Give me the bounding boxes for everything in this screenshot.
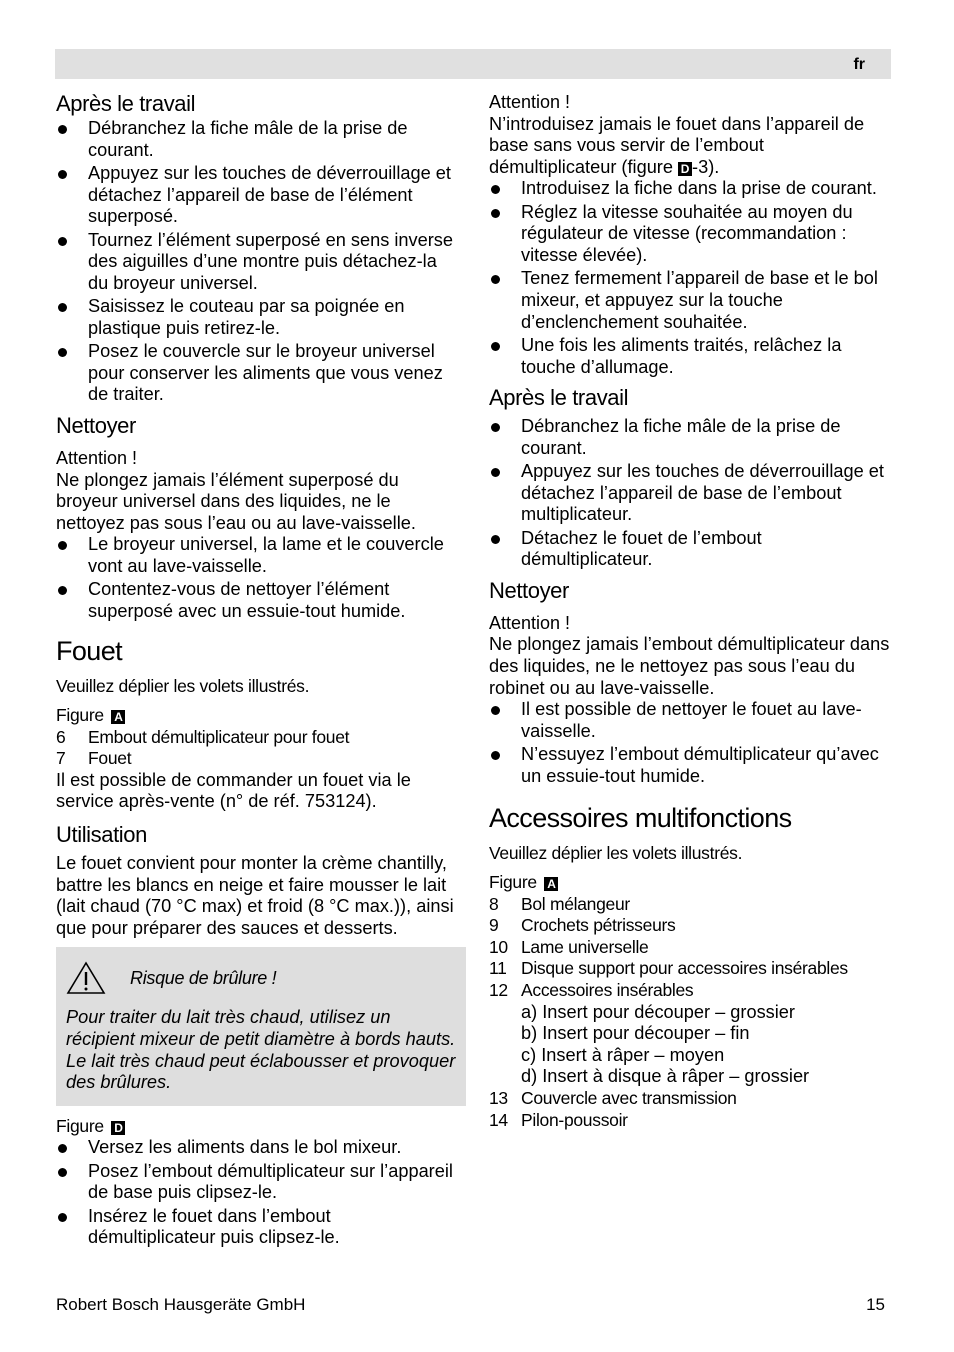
figure-a-icon: A	[111, 710, 125, 724]
part-number: 8	[489, 893, 499, 914]
figure-label: Figure	[489, 872, 537, 892]
list-item: Il est possible de nettoyer le fouet au lave-vaisselle.	[489, 699, 893, 742]
part-item	[489, 1110, 893, 1132]
sub-item: b) Insert pour découper – fin	[521, 1023, 750, 1044]
part-label: Embout démultiplicateur pour fouet	[88, 726, 350, 747]
part-label: Couvercle avec transmission	[521, 1087, 737, 1108]
sub-item: c) Insert à râper – moyen	[521, 1044, 725, 1065]
attention-text	[489, 114, 893, 179]
nettoyer-list	[56, 534, 462, 622]
part-item	[489, 958, 893, 980]
list-item: Appuyez sur les touches de déverrouillage et détachez l’appareil de base de l’élément superposé.	[56, 163, 462, 228]
warning-header	[66, 961, 456, 995]
part-label: Fouet	[88, 748, 132, 769]
list-item: Une fois les aliments traités, relâchez la touche d’allumage.	[489, 335, 893, 378]
section-title-fouet: Fouet	[56, 636, 123, 667]
apres-list	[489, 416, 893, 571]
part-number: 9	[489, 915, 499, 936]
attention-label: Attention !	[56, 447, 138, 468]
nettoyer-list	[489, 699, 893, 787]
warning-triangle-icon	[66, 961, 106, 995]
figure-a-icon: A	[544, 877, 558, 891]
acc-lead: Veuillez déplier les volets illustrés.	[489, 843, 743, 864]
section-title-utilisation: Utilisation	[56, 822, 147, 848]
warning-text: Pour traiter du lait très chaud, utilisez un récipient mixeur de petit diamètre à bords hauts. Le lait très chaud peut éclabousser et provoquer des brûlures.	[66, 1007, 456, 1093]
attention-text-part: -3).	[692, 156, 720, 177]
apres-list	[56, 118, 462, 406]
list-item: Versez les aliments dans le bol mixeur.	[56, 1137, 462, 1159]
list-item: Réglez la vitesse souhaitée au moyen du régulateur de vitesse (recommandation : vitesse élevée).	[489, 202, 893, 267]
list-item: Appuyez sur les touches de déverrouillage et détachez l’appareil de base de l’embout multiplicateur.	[489, 461, 893, 526]
language-code: fr	[853, 56, 865, 73]
list-item: Le broyeur universel, la lame et le couvercle vont au lave-vaisselle.	[56, 534, 462, 577]
right-column	[489, 92, 893, 1131]
figure-d-ref	[56, 1116, 462, 1138]
figure-d-list	[56, 1137, 462, 1249]
section-title-accessoires: Accessoires multifonctions	[489, 803, 792, 834]
section-title-apres-le-travail: Après le travail	[489, 385, 629, 411]
warning-title: Risque de brûlure !	[130, 967, 277, 988]
header-bar	[55, 49, 891, 79]
part-label: Disque support pour accessoires insérables	[521, 958, 848, 979]
part-item	[56, 727, 462, 749]
part-item	[489, 894, 893, 916]
left-column	[56, 90, 462, 1251]
part-number: 11	[489, 958, 507, 979]
attention-text-part: N’introduisez jamais le fouet dans l’appareil de base sans vous servir de l’embout démultiplicateur (figure	[489, 113, 865, 177]
list-item: Insérez le fouet dans l’embout démultiplicateur puis clipsez-le.	[56, 1206, 462, 1249]
sub-item: a) Insert pour découper – grossier	[521, 1001, 795, 1022]
list-item: Tenez fermement l’appareil de base et le bol mixeur, et appuyez sur la touche d’enclenchement souhaitée.	[489, 268, 893, 333]
fouet-figure-ref	[56, 705, 462, 727]
warning-box	[56, 947, 466, 1105]
part-label: Bol mélangeur	[521, 893, 630, 914]
part-item	[489, 1088, 893, 1110]
acc-figure-ref	[489, 872, 893, 894]
utilisation-text: Le fouet convient pour monter la crème chantilly, battre les blancs en neige et faire mousser le lait (lait chaud (70 °C max) et froid (8 °C max.)), ainsi que pour préparer des sauces et desserts.	[56, 853, 454, 938]
part-item	[489, 980, 893, 1002]
section-title-apres-le-travail: Après le travail	[56, 91, 196, 116]
nettoyer-text: Ne plongez jamais l’embout démultiplicateur dans des liquides, ne le nettoyez pas sous l’eau du robinet ou au lave-vaisselle.	[489, 634, 890, 698]
list-item: Posez l’embout démultiplicateur sur l’appareil de base puis clipsez-le.	[56, 1161, 462, 1204]
figure-d-icon: D	[111, 1121, 125, 1135]
list-item: N’essuyez l’embout démultiplicateur qu’avec un essuie-tout humide.	[489, 744, 893, 787]
list-item: Débranchez la fiche mâle de la prise de courant.	[56, 118, 462, 161]
part-label: Lame universelle	[521, 936, 649, 957]
part-item	[489, 915, 893, 937]
figure-d-icon: D	[678, 162, 692, 176]
fouet-text: Il est possible de commander un fouet via le service après-vente (n° de réf. 753124).	[56, 769, 411, 812]
attention-label: Attention !	[489, 92, 571, 112]
part-number: 7	[56, 748, 66, 769]
section-title-nettoyer: Nettoyer	[489, 577, 569, 603]
attention-label: Attention !	[489, 612, 571, 633]
part-number: 14	[489, 1109, 508, 1130]
list-item: Détachez le fouet de l’embout démultiplicateur.	[489, 528, 893, 571]
part-label: Crochets pétrisseurs	[521, 915, 676, 936]
list-item: Introduisez la fiche dans la prise de courant.	[489, 178, 893, 200]
figure-label: Figure	[56, 1115, 104, 1136]
page-number: 15	[866, 1295, 885, 1314]
use-list	[489, 178, 893, 378]
footer-company: Robert Bosch Hausgeräte GmbH	[56, 1295, 306, 1314]
part-item	[489, 937, 893, 959]
nettoyer-text: Ne plongez jamais l’élément superposé du broyeur universel dans des liquides, ne le nettoyez pas sous l’eau ou au lave-vaisselle.	[56, 469, 416, 533]
figure-label: Figure	[56, 705, 104, 726]
list-item: Tournez l’élément superposé en sens inverse des aiguilles d’une montre puis détachez-la du broyeur universel.	[56, 230, 462, 295]
part-number: 13	[489, 1087, 508, 1108]
list-item: Débranchez la fiche mâle de la prise de courant.	[489, 416, 893, 459]
part-number: 6	[56, 726, 66, 747]
section-title-nettoyer: Nettoyer	[56, 412, 136, 438]
part-label: Pilon-poussoir	[521, 1109, 628, 1130]
list-item: Contentez-vous de nettoyer l’élément superposé avec un essuie-tout humide.	[56, 579, 462, 622]
fouet-lead: Veuillez déplier les volets illustrés.	[56, 676, 310, 697]
list-item: Posez le couvercle sur le broyeur universel pour conserver les aliments que vous venez de traiter.	[56, 341, 462, 406]
part-item	[56, 748, 462, 770]
list-item: Saisissez le couteau par sa poignée en plastique puis retirez-le.	[56, 296, 462, 339]
part-label: Accessoires insérables	[521, 979, 694, 1000]
part-number: 12	[489, 979, 508, 1000]
part-number: 10	[489, 936, 508, 957]
sub-item: d) Insert à disque à râper – grossier	[521, 1066, 810, 1087]
